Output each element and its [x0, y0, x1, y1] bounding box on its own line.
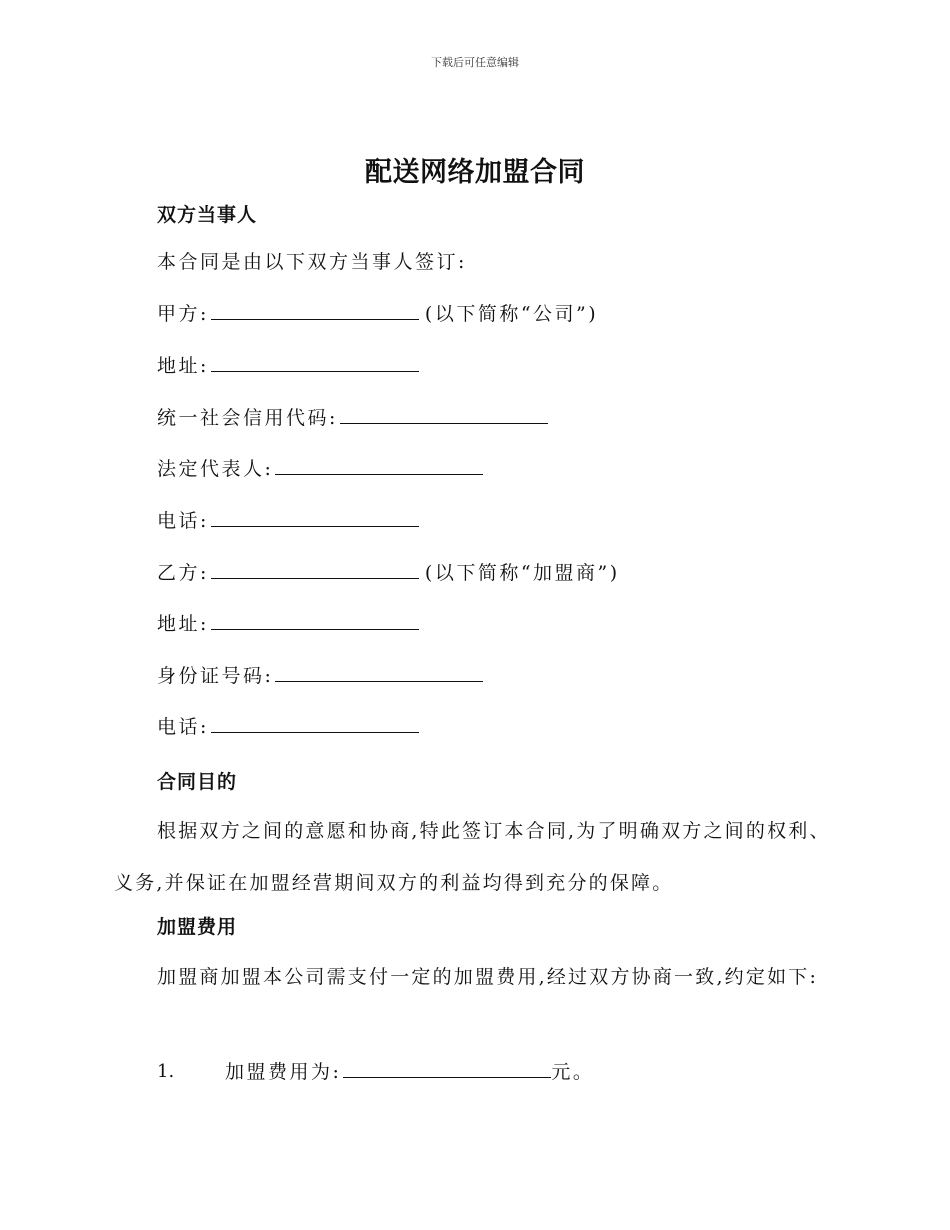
- page-header-note: 下载后可任意编辑: [431, 56, 519, 69]
- party-b-phone-blank[interactable]: [211, 714, 419, 733]
- party-a-address-label: 地址:: [157, 355, 209, 377]
- party-a-label: 甲方:: [157, 303, 209, 325]
- id-number-row: [157, 663, 489, 689]
- party-b-phone-row: [157, 714, 425, 740]
- credit-code-row: [157, 405, 554, 431]
- party-a-address-blank[interactable]: [211, 353, 419, 372]
- id-number-blank[interactable]: [275, 663, 483, 682]
- id-number-label: 身份证号码:: [157, 665, 274, 687]
- party-b-label: 乙方:: [157, 562, 209, 584]
- section-heading-purpose: 合同目的: [157, 771, 238, 793]
- fee-amount-blank[interactable]: [343, 1059, 551, 1078]
- legal-rep-label: 法定代表人:: [157, 458, 274, 480]
- parties-intro-text: 本合同是由以下双方当事人签订:: [157, 251, 467, 273]
- purpose-paragraph: 根据双方之间的意愿和协商,特此签订本合同,为了明确双方之间的权利、义务,并保证在加盟经营期间双方的利益均得到充分的保障。: [114, 820, 831, 894]
- party-a-row: [157, 301, 598, 327]
- credit-code-blank[interactable]: [340, 405, 548, 424]
- legal-rep-row: [157, 456, 489, 482]
- section-heading-parties: 双方当事人: [157, 204, 258, 226]
- document-title: 配送网络加盟合同: [365, 157, 585, 188]
- party-b-address-blank[interactable]: [211, 611, 419, 630]
- fee-item-unit: 元。: [551, 1061, 595, 1083]
- party-a-suffix: (以下简称“公司”): [424, 303, 599, 325]
- party-b-phone-label: 电话:: [157, 716, 209, 738]
- party-a-phone-blank[interactable]: [211, 508, 419, 527]
- credit-code-label: 统一社会信用代码:: [157, 407, 338, 429]
- fee-item-label: 加盟费用为:: [225, 1061, 342, 1083]
- legal-rep-blank[interactable]: [275, 456, 483, 475]
- party-b-suffix: (以下简称“加盟商”): [424, 562, 620, 584]
- party-b-row: [157, 560, 620, 586]
- party-b-address-label: 地址:: [157, 613, 209, 635]
- party-a-phone-row: [157, 508, 425, 534]
- party-b-address-row: [157, 611, 425, 637]
- party-a-phone-label: 电话:: [157, 510, 209, 532]
- party-a-blank[interactable]: [211, 301, 419, 320]
- fees-paragraph: 加盟商加盟本公司需支付一定的加盟费用,经过双方协商一致,约定如下:: [157, 966, 819, 988]
- fee-item-row: [225, 1059, 594, 1085]
- parties-intro: [157, 249, 467, 275]
- party-a-address-row: [157, 353, 425, 379]
- fee-item-number: 1.: [157, 1061, 175, 1082]
- party-b-blank[interactable]: [211, 560, 419, 579]
- section-heading-fees: 加盟费用: [157, 916, 238, 938]
